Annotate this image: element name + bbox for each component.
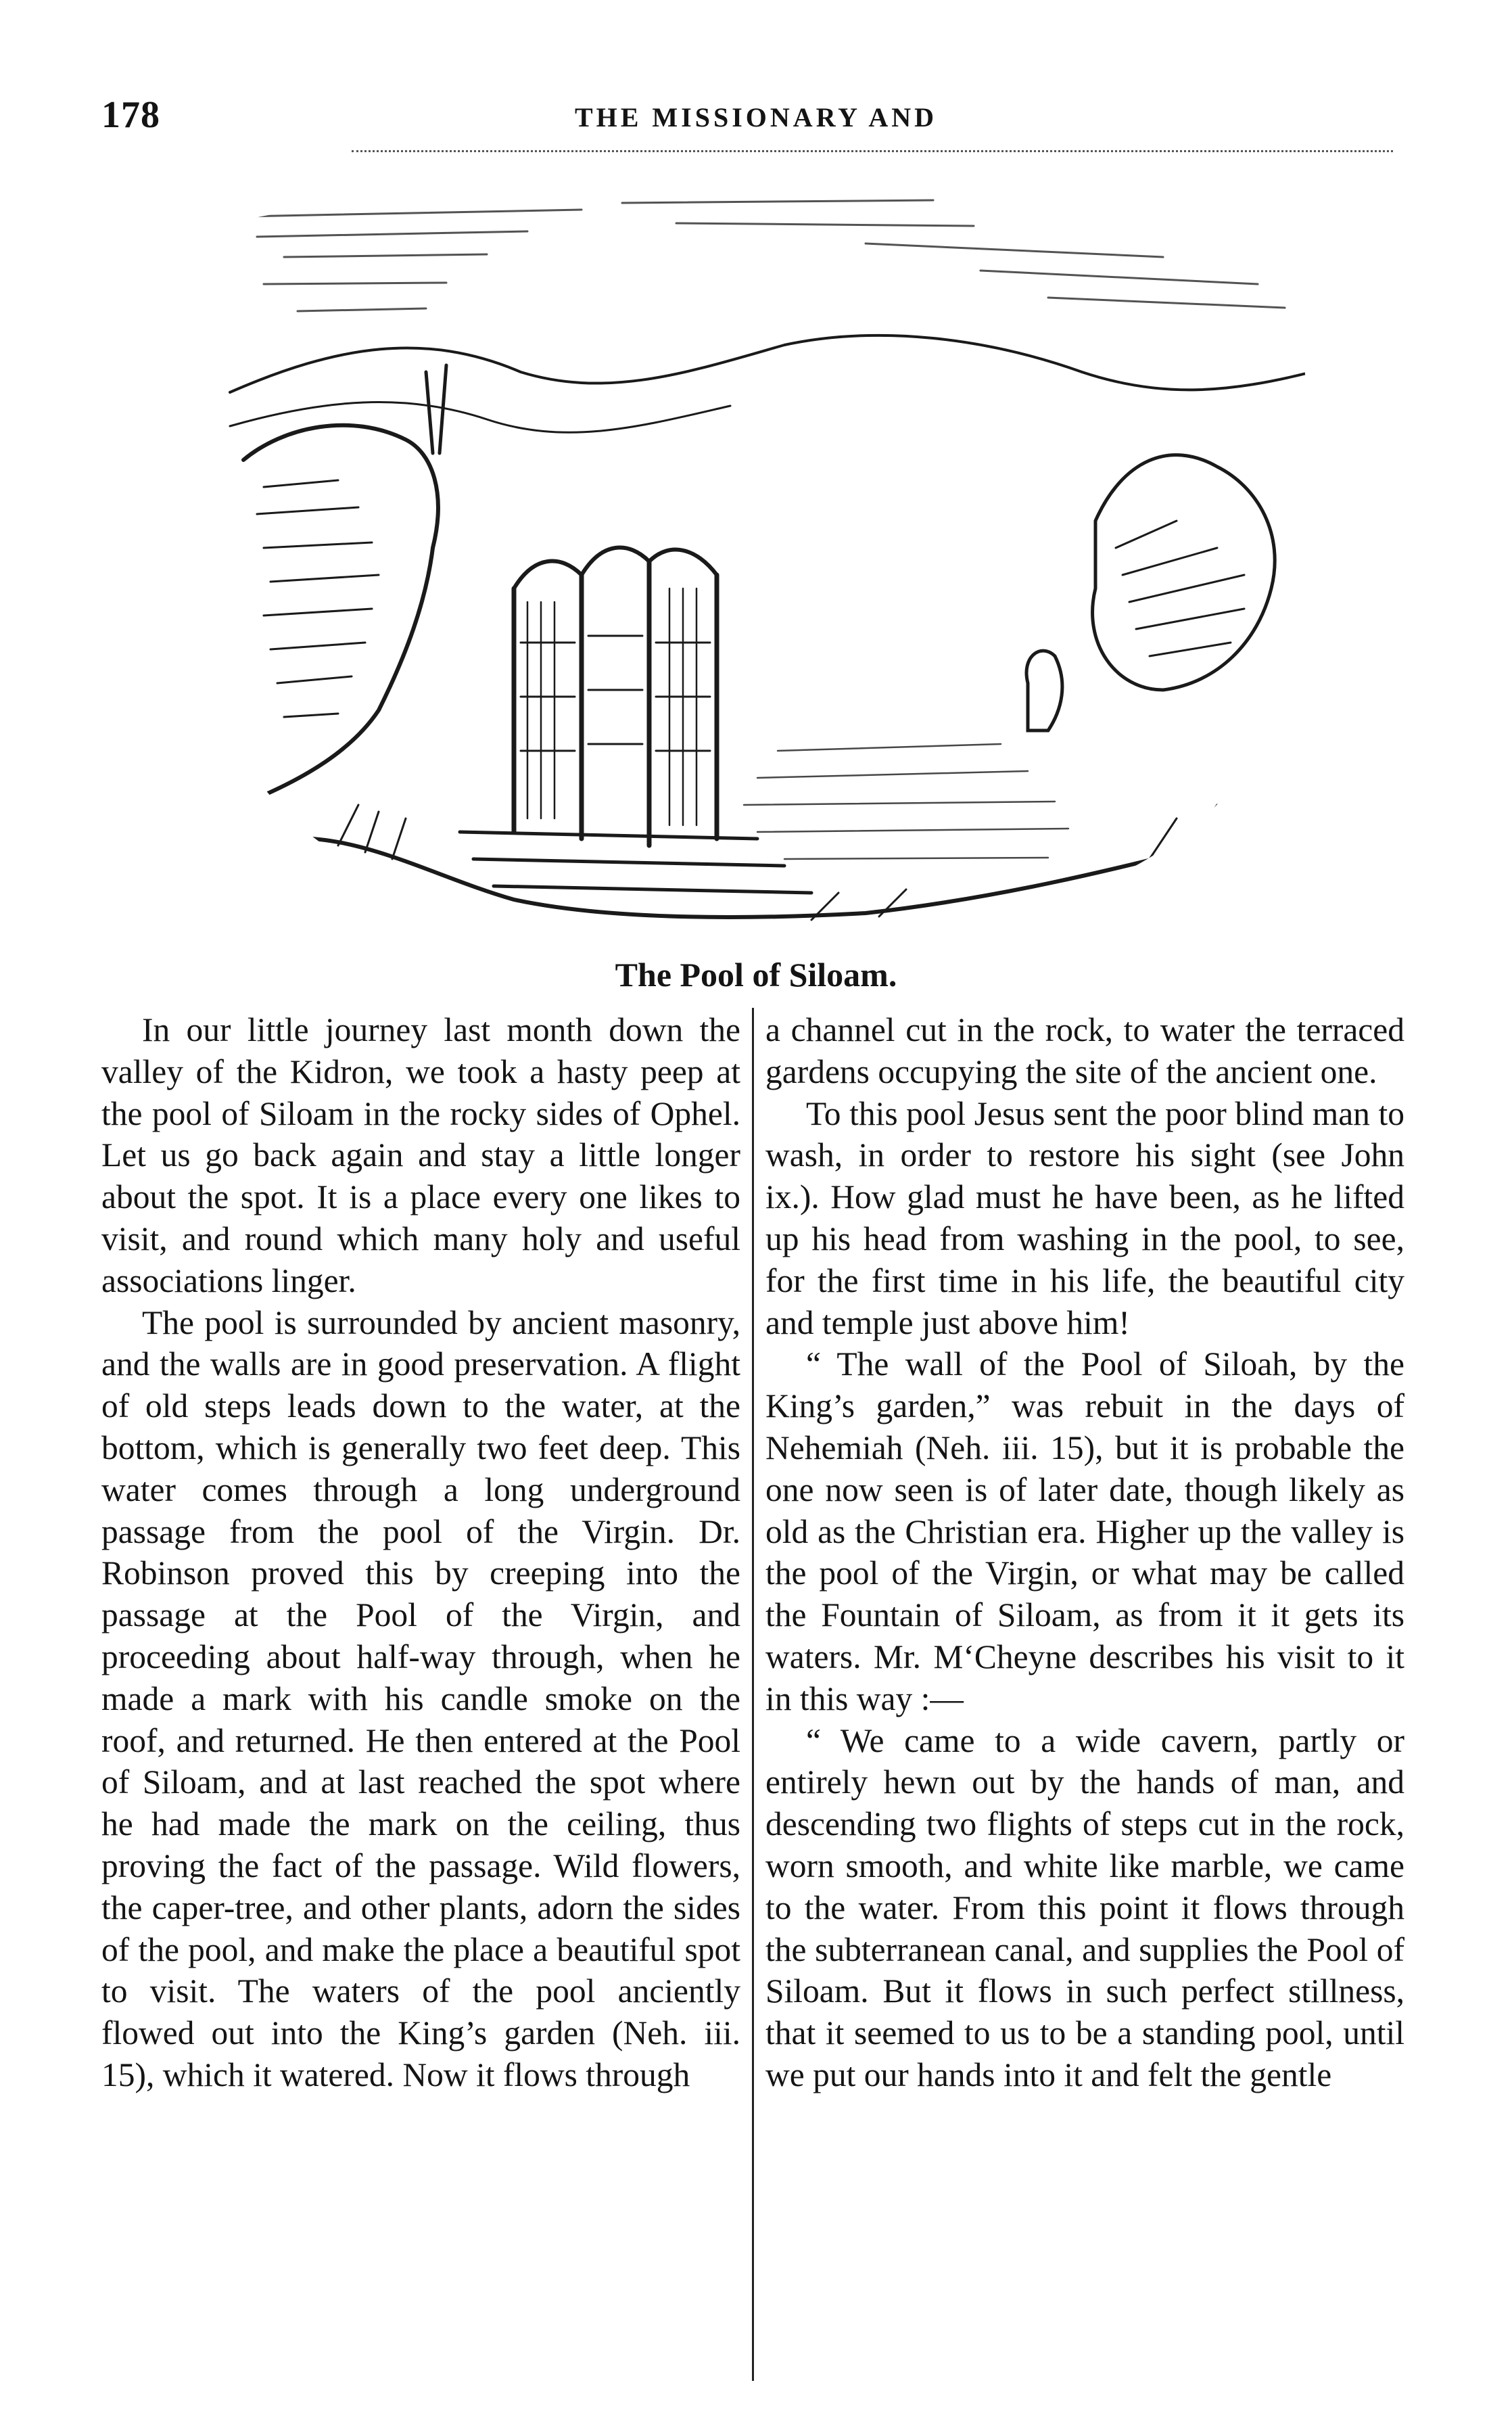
header-rule	[352, 150, 1393, 158]
paragraph: The pool is surrounded by ancient masonry, and the walls are in good preservation. A flight of old steps leads down to the water, at the bottom, which is generally two feet deep. This water comes through a long underground passage from the pool of the Virgin. Dr. Robinson proved this by creeping into the passage at the Pool of the Virgin, and proceeding about half-way through, when he made a mark with his candle smoke on the roof, and returned. He then entered at the Pool of Siloam, and at last reached the spot where he had made the mark on the ceiling, thus proving the fact of the passage. Wild flowers, the caper-tree, and other plants, adorn the sides of the pool, and make the place a beautiful spot to visit. The waters of the pool anciently flowed out into the King’s garden (Neh. iii. 15), which it watered. Now it flows through	[101, 1303, 740, 2093]
paragraph-continuation: a channel cut in the rock, to water the terraced gardens occupying the site of the ancient one.	[765, 1011, 1404, 1090]
paragraph: In our little journey last month down the valley of the Kidron, we took a hasty peep at the pool of Siloam in the rocky sides of Ophel. Let us go back again and stay a little longer about the spot. It is a place every one likes to visit, and round which many holy and useful associations linger.	[101, 1011, 740, 1299]
illustration-caption: The Pool of Siloam.	[615, 956, 897, 994]
paragraph: To this pool Jesus sent the poor blind man to wash, in order to restore his sight (see John ix.). How glad must he have been, as he lifted up his head from washing in the pool, to see, for the first time in his life, the beautiful city and temple just above him!	[765, 1094, 1404, 1341]
page-number: 178	[101, 94, 160, 136]
left-column	[101, 1009, 740, 2096]
running-title: THE MISSIONARY AND	[574, 102, 938, 133]
right-column	[765, 1009, 1404, 2096]
column-divider	[752, 1008, 754, 2381]
pool-of-siloam-engraving	[203, 169, 1339, 954]
paragraph: “ We came to a wide cavern, partly or entirely hewn out by the hands of man, and descending two flights of steps cut in the rock, worn smooth, and white like marble, we came to the water. From this point it flows through the subterranean canal, and supplies the Pool of Siloam. But it flows in such perfect stillness, that it seemed to us to be a standing pool, until we put our hands into it and felt the gentle	[765, 1721, 1404, 2093]
paragraph: “ The wall of the Pool of Siloah, by the King’s garden,” was rebuit in the days of Nehemiah (Neh. iii. 15), but it is probable the one now seen is of later date, though likely as old as the Christian era. Higher up the valley is the pool of the Virgin, or what may be called the Fountain of Siloam, as from it it gets its waters. Mr. M‘Cheyne describes his visit to it in this way :—	[765, 1345, 1404, 1717]
